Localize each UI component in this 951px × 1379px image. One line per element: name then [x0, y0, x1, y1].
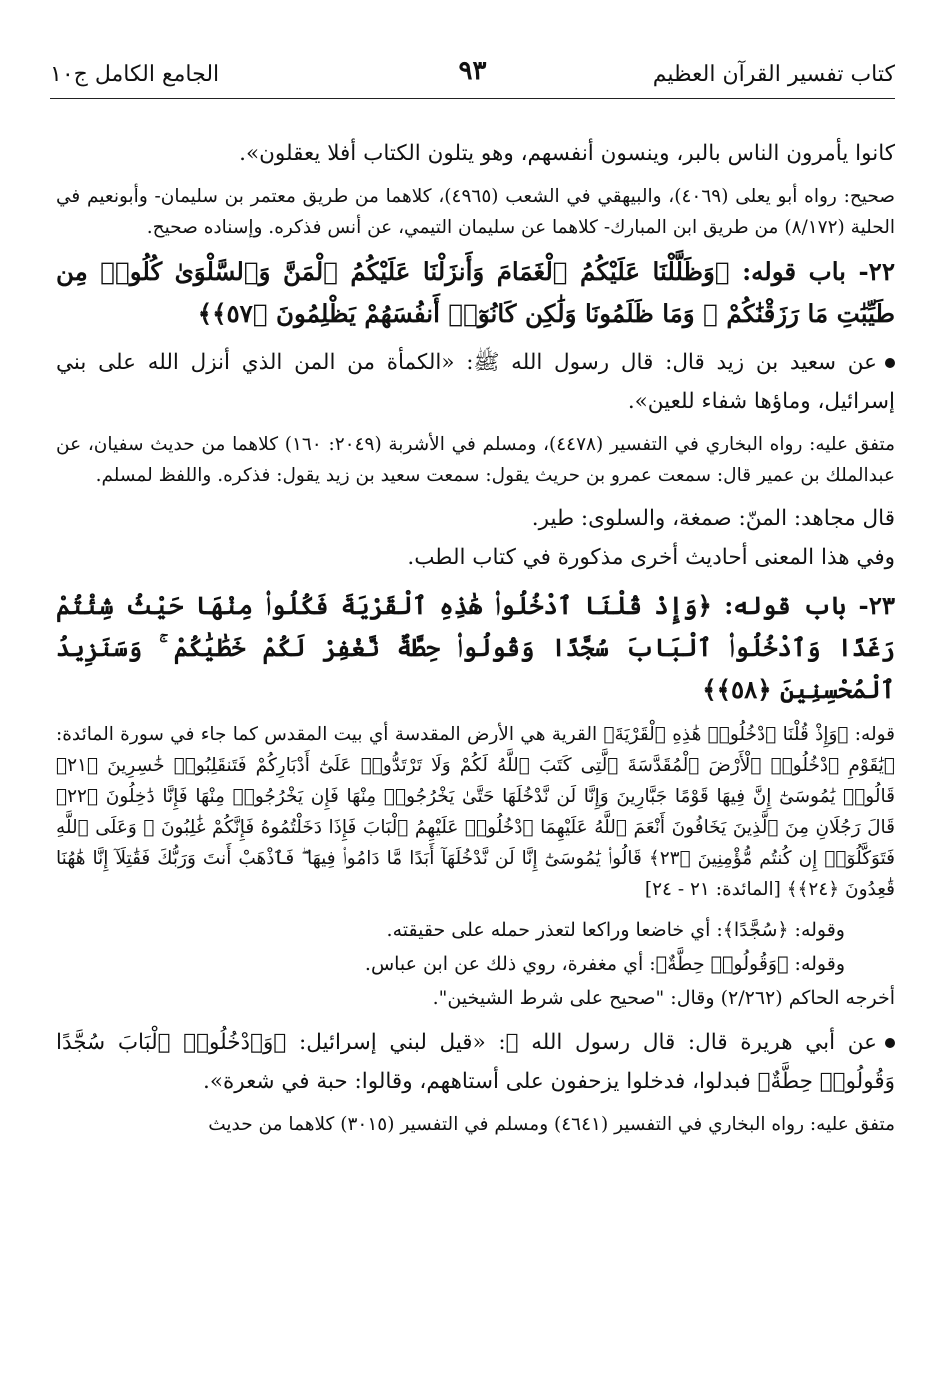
chapter-22-heading	[56, 251, 895, 335]
bullet-icon	[885, 358, 895, 368]
paragraph-hadith-end: كانوا يأمرون الناس بالبر، وينسون أنفسهم، وهو يتلون الكتاب أفلا يعقلون».	[239, 141, 895, 166]
chapter-23-label: ٢٣- باب قوله:	[724, 591, 896, 620]
chapter-23-heading	[56, 585, 895, 711]
paragraph-hittah: وقوله: ﴿وَقُولُوا۟ حِطَّةٌ﴾: أي مغفرة، روي ذلك عن ابن عباس.	[364, 953, 845, 975]
hadith-text-2: عن أبي هريرة قال: قال رسول الله ﷺ: «قيل لبني إسرائيل: ﴿وَٱدْخُلُوا۟ ٱلْبَابَ سُجَّدًا وَقُولُوا۟ حِطَّةٌ﴾ فبدلوا، فدخلوا يزحفون على أستاههم، وقالوا: حبة في شعرة».	[56, 1030, 895, 1094]
paragraph-cross-ref: وفي هذا المعنى أحاديث أخرى مذكورة في كتاب الطب.	[407, 545, 895, 570]
hadith-paragraph	[56, 343, 895, 421]
chapter-22-label: ٢٢- باب قوله:	[742, 257, 895, 286]
paragraph-takhrij-3: متفق عليه: رواه البخاري في التفسير (٤٦٤١) ومسلم في التفسير (٣٠١٥) كلاهما من حديث	[208, 1114, 895, 1135]
bullet-icon	[885, 1038, 895, 1048]
paragraph-hakim: أخرجه الحاكم (٢/٢٦٢) وقال: "صحيح على شرط الشيخين".	[432, 987, 895, 1009]
hadith-paragraph-2	[56, 1023, 895, 1101]
paragraph-mujahid: قال مجاهد: المنّ: صمغة، والسلوى: طير.	[531, 506, 895, 531]
page-content	[56, 134, 895, 1140]
paragraph-takhrij: صحيح: رواه أبو يعلى (٤٠٦٩)، والبيهقي في الشعب (٤٩٦٥)، كلاهما من طريق معتمر بن سليمان- وأبونعيم في الحلية (٨/١٧٢) من طريق ابن المبارك- كلاهما عن سليمان التيمي، عن أنس فذكره. وإسناده صحيح.	[56, 186, 896, 238]
hadith-text: عن سعيد بن زيد قال: قال رسول الله ﷺ: «الكمأة من المن الذي أنزل الله على بني إسرائيل، وماؤها شفاء للعين».	[56, 350, 895, 414]
chapter-23-verse: ﴿وَإِذْ قُلْنَا ٱدْخُلُوا۟ هَٰذِهِ ٱلْقَرْيَةَ فَكُلُوا۟ مِنْهَا حَيْثُ شِئْتُمْ رَغَدًا وَٱدْخُلُوا۟ ٱلْبَابَ سُجَّدًا وَقُولُوا۟ حِطَّةٌ نَّغْفِرْ لَكُمْ خَطَٰيَٰكُمْ ۚ وَسَنَزِيدُ ٱلْمُحْسِنِينَ ﴿٥٨﴾﴾	[56, 591, 895, 704]
page-number: ٩٣	[458, 56, 487, 86]
paragraph-tafsir: قوله: ﴿وَإِذْ قُلْنَا ٱدْخُلُوا۟ هَٰذِهِ ٱلْقَرْيَةَ﴾ القرية هي الأرض المقدسة أي بيت المقدس كما جاء في سورة المائدة: ﴿يَٰقَوْمِ ٱدْخُلُوا۟ ٱلْأَرْضَ ٱلْمُقَدَّسَةَ ٱلَّتِى كَتَبَ ٱللَّهُ لَكُمْ وَلَا تَرْتَدُّوا۟ عَلَىٰٓ أَدْبَارِكُمْ فَتَنقَلِبُوا۟ خَٰسِرِينَ ﴿٢١﴾ قَالُوا۟ يَٰمُوسَىٰٓ إِنَّ فِيهَا قَوْمًا جَبَّارِينَ وَإِنَّا لَن نَّدْخُلَهَا حَتَّىٰ يَخْرُجُوا۟ مِنْهَا فَإِن يَخْرُجُوا۟ مِنْهَا فَإِنَّا دَٰخِلُونَ ﴿٢٢﴾ قَالَ رَجُلَانِ مِنَ ٱلَّذِينَ يَخَافُونَ أَنْعَمَ ٱللَّهُ عَلَيْهِمَا ٱدْخُلُوا۟ عَلَيْهِمُ ٱلْبَابَ فَإِذَا دَخَلْتُمُوهُ فَإِنَّكُمْ غَٰلِبُونَ ۚ وَعَلَى ٱللَّهِ فَتَوَكَّلُوٓا۟ إِن كُنتُم مُّؤْمِنِينَ ﴿٢٣﴾ قَالُوا۟ يَٰمُوسَىٰٓ إِنَّا لَن نَّدْخُلَهَآ أَبَدًا مَّا دَامُوا۟ فِيهَا ۖ فَٱذْهَبْ أَنتَ وَرَبُّكَ فَقَٰتِلَآ إِنَّا هَٰهُنَا قَٰعِدُونَ ﴿٢٤﴾﴾ [المائدة: ٢١ - ٢٤]	[56, 724, 896, 900]
volume-title: الجامع الكامل ج١٠	[50, 62, 220, 87]
paragraph-sujjadan: وقوله: ﴿سُجَّدًا﴾: أي خاضعا وراكعا لتعذر حمله على حقيقته.	[386, 919, 845, 941]
book-title: كتاب تفسير القرآن العظيم	[652, 62, 895, 87]
chapter-22-verse: ﴿وَظَلَّلْنَا عَلَيْكُمُ ٱلْغَمَامَ وَأَنزَلْنَا عَلَيْكُمُ ٱلْمَنَّ وَٱلسَّلْوَىٰ كُلُوا۟ مِن طَيِّبَٰتِ مَا رَزَقْنَٰكُمْ ۖ وَمَا ظَلَمُونَا وَلَٰكِن كَانُوٓا۟ أَنفُسَهُمْ يَظْلِمُونَ ﴿٥٧﴾﴾	[56, 257, 895, 328]
page-header	[50, 54, 895, 99]
paragraph-takhrij-2: متفق عليه: رواه البخاري في التفسير (٤٤٧٨)، ومسلم في الأشربة (٢٠٤٩: ١٦٠) كلاهما من حديث سفيان، عن عبدالملك بن عمير قال: سمعت عمرو بن حريث يقول: سمعت سعيد بن زيد يقول: فذكره. واللفظ لمسلم.	[56, 434, 895, 486]
